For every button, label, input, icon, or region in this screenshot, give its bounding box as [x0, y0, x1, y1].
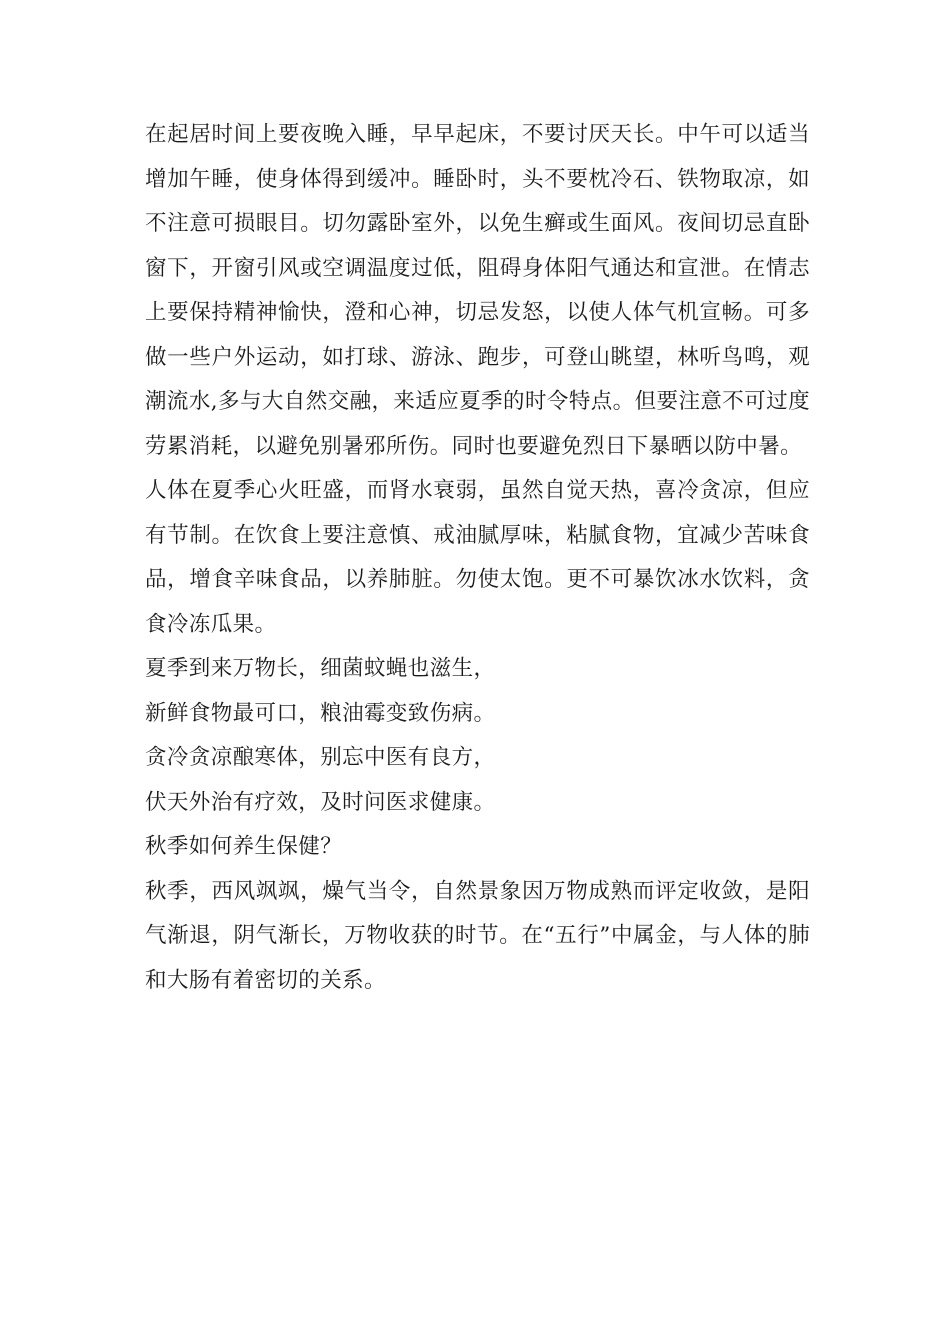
- verse-line-1: 夏季到来万物长，细菌蚊蝇也滋生，: [145, 656, 496, 681]
- verse-line-2: 新鲜食物最可口，粮油霉变致伤病。: [145, 700, 496, 726]
- verse-line-3: 贪冷贪凉酿寒体，别忘中医有良方，: [145, 745, 496, 770]
- paragraph-autumn-intro: 秋季，西风飒飒，燥气当令，自然景象因万物成熟而评定收敛，是阳气渐退，阴气渐长，万物收获的时节。在“五行”中属金，与人体的肺和大肠有着密切的关系。: [145, 878, 810, 993]
- paragraph-summer-diet: 人体在夏季心火旺盛，而肾水衰弱，虽然自觉天热，喜冷贪凉，但应有节制。在饮食上要注意慎、戒油腻厚味，粘腻食物，宜减少苦味食品，增食辛味食品，以养肺脏。勿使太饱。更不可暴饮冰水饮料，贪食冷冻瓜果。: [145, 478, 810, 637]
- paragraph-summer-routine: 在起居时间上要夜晚入睡，早早起床，不要讨厌天长。中午可以适当增加午睡，使身体得到缓冲。睡卧时，头不要枕冷石、铁物取凉，如不注意可损眼目。切勿露卧室外，以免生癣或生面风。夜间切忌直卧窗下，开窗引风或空调温度过低，阻碍身体阳气通达和宣泄。在情志上要保持精神愉快，澄和心神，切忌发怒，以使人体气机宣畅。可多做一些户外运动，如打球、游泳、跑步，可登山眺望，林听鸟鸣，观潮流水,多与大自然交融，来适应夏季的时令特点。但要注意不可过度劳累消耗，以避免别暑邪所伤。同时也要避免烈日下暴晒以防中暑。: [145, 122, 810, 459]
- document-body: [145, 113, 810, 1003]
- verse-line-4: 伏天外治有疗效，及时问医求健康。: [145, 789, 496, 815]
- section-heading-autumn: 秋季如何养生保健？: [145, 834, 343, 859]
